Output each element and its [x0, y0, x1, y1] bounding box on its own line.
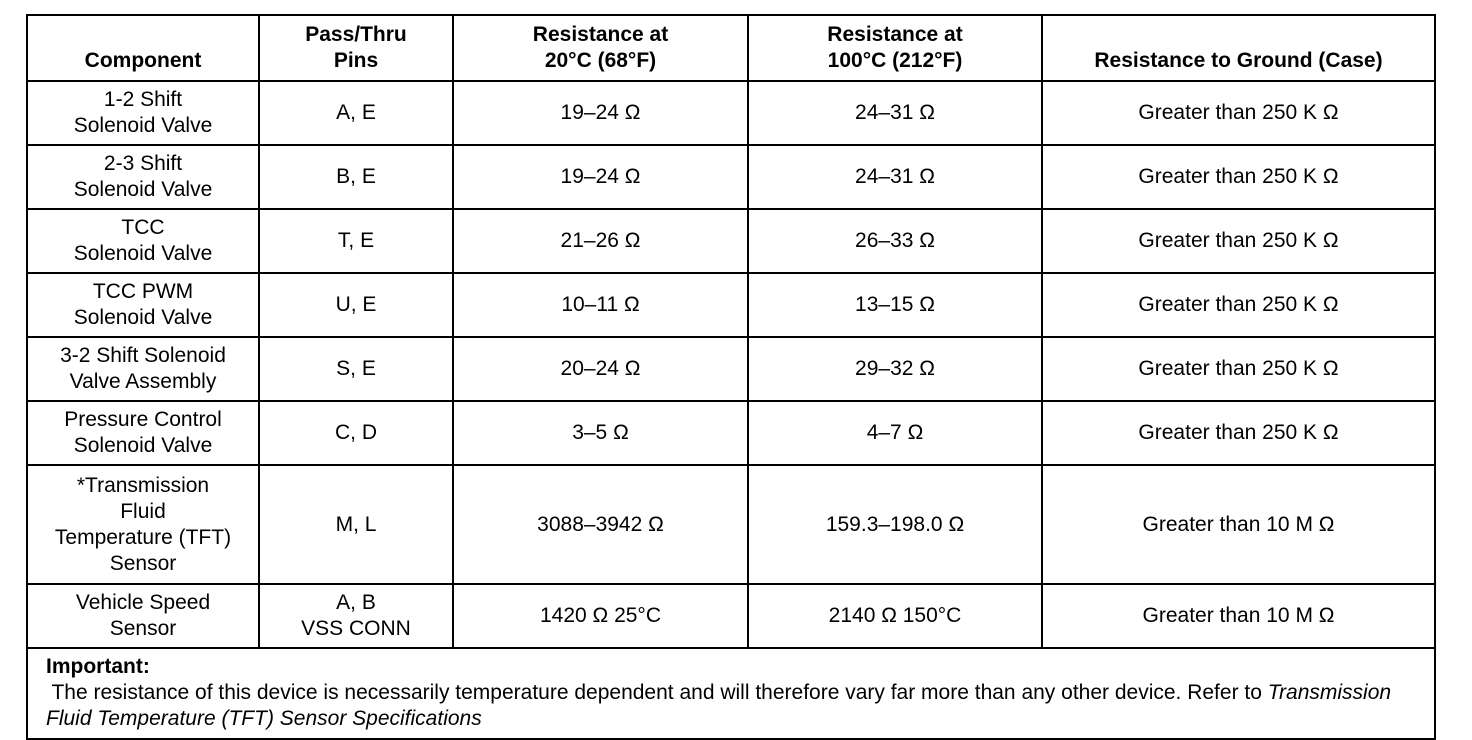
cell-component: 2-3 Shift Solenoid Valve [27, 145, 259, 209]
cell-resistance-100c: 4–7 Ω [748, 401, 1042, 465]
cell-resistance-ground: Greater than 250 K Ω [1042, 209, 1435, 273]
note-row [27, 648, 1435, 739]
cell-pins: A, B VSS CONN [259, 584, 453, 648]
cell-component: TCC PWM Solenoid Valve [27, 273, 259, 337]
header-component: Component [27, 15, 259, 81]
cell-resistance-20c: 3088–3942 Ω [453, 465, 748, 584]
cell-resistance-100c: 24–31 Ω [748, 145, 1042, 209]
cell-component: 1-2 Shift Solenoid Valve [27, 81, 259, 145]
cell-pins: T, E [259, 209, 453, 273]
cell-resistance-20c: 3–5 Ω [453, 401, 748, 465]
header-resistance-20c: Resistance at 20°C (68°F) [453, 15, 748, 81]
cell-resistance-ground: Greater than 250 K Ω [1042, 337, 1435, 401]
cell-resistance-ground: Greater than 10 M Ω [1042, 465, 1435, 584]
cell-resistance-ground: Greater than 250 K Ω [1042, 401, 1435, 465]
important-note [27, 648, 1435, 739]
table-row [27, 209, 1435, 273]
cell-resistance-ground: Greater than 250 K Ω [1042, 145, 1435, 209]
table-row [27, 401, 1435, 465]
cell-resistance-100c: 29–32 Ω [748, 337, 1042, 401]
table-row [27, 273, 1435, 337]
cell-resistance-20c: 20–24 Ω [453, 337, 748, 401]
cell-component: 3-2 Shift Solenoid Valve Assembly [27, 337, 259, 401]
cell-resistance-ground: Greater than 250 K Ω [1042, 81, 1435, 145]
table-row [27, 81, 1435, 145]
header-pins: Pass/Thru Pins [259, 15, 453, 81]
cell-resistance-20c: 21–26 Ω [453, 209, 748, 273]
cell-component: *Transmission Fluid Temperature (TFT) Sensor [27, 465, 259, 584]
cell-resistance-20c: 19–24 Ω [453, 81, 748, 145]
note-label: Important: [46, 655, 150, 678]
cell-component: TCC Solenoid Valve [27, 209, 259, 273]
table-header-row [27, 15, 1435, 81]
table-row [27, 145, 1435, 209]
cell-resistance-100c: 26–33 Ω [748, 209, 1042, 273]
header-resistance-ground: Resistance to Ground (Case) [1042, 15, 1435, 81]
cell-resistance-100c: 24–31 Ω [748, 81, 1042, 145]
table-row [27, 465, 1435, 584]
table-row [27, 584, 1435, 648]
resistance-spec-table [26, 14, 1436, 740]
cell-resistance-100c: 159.3–198.0 Ω [748, 465, 1042, 584]
cell-resistance-ground: Greater than 250 K Ω [1042, 273, 1435, 337]
cell-pins: U, E [259, 273, 453, 337]
cell-component: Vehicle Speed Sensor [27, 584, 259, 648]
header-resistance-100c: Resistance at 100°C (212°F) [748, 15, 1042, 81]
cell-resistance-20c: 1420 Ω 25°C [453, 584, 748, 648]
table-row [27, 337, 1435, 401]
cell-resistance-ground: Greater than 10 M Ω [1042, 584, 1435, 648]
cell-pins: M, L [259, 465, 453, 584]
cell-resistance-20c: 10–11 Ω [453, 273, 748, 337]
note-text: The resistance of this device is necessarily temperature dependent and will therefore vary far more than any other device. Refer to [46, 681, 1268, 704]
note-reference: Transmission Fluid Temperature (TFT) Sensor Specifications [46, 681, 1392, 730]
spec-sheet [26, 14, 1434, 740]
cell-pins: S, E [259, 337, 453, 401]
cell-resistance-20c: 19–24 Ω [453, 145, 748, 209]
cell-resistance-100c: 13–15 Ω [748, 273, 1042, 337]
cell-resistance-100c: 2140 Ω 150°C [748, 584, 1042, 648]
cell-pins: B, E [259, 145, 453, 209]
cell-component: Pressure Control Solenoid Valve [27, 401, 259, 465]
cell-pins: A, E [259, 81, 453, 145]
cell-pins: C, D [259, 401, 453, 465]
